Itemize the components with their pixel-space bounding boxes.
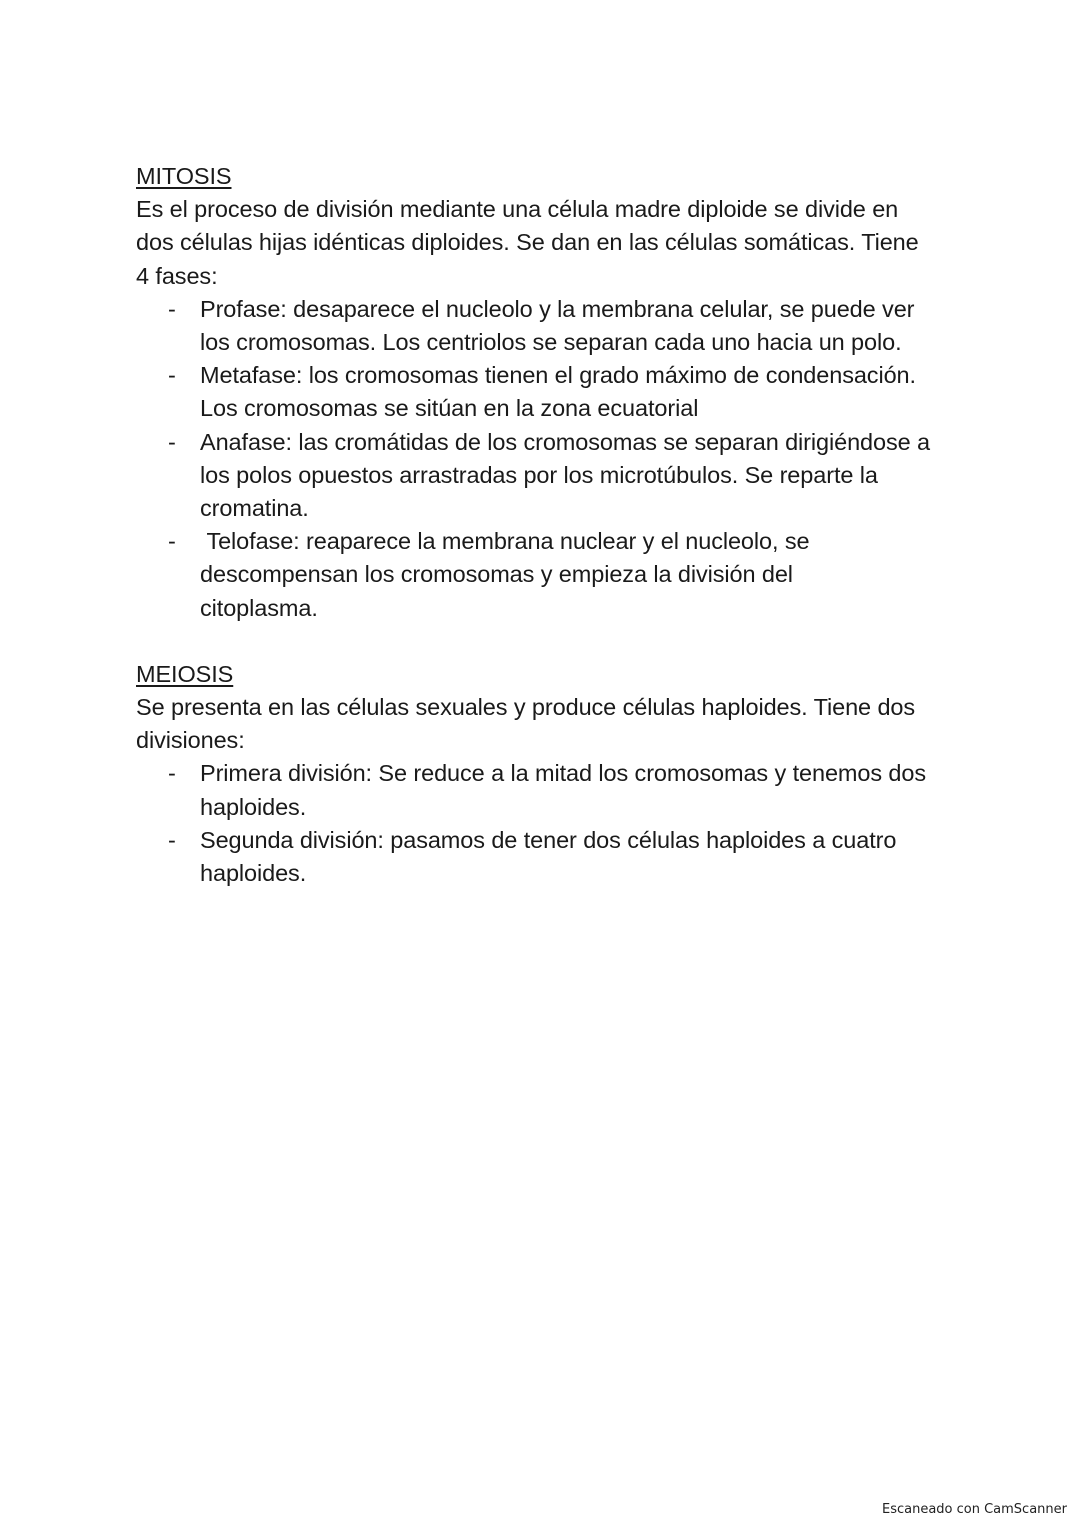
dash-bullet: - [168, 760, 176, 787]
dash-bullet: - [168, 295, 176, 322]
section-mitosis [136, 160, 956, 625]
list-item-profase [136, 293, 945, 359]
list-item-text: Telofase: reaparece la membrana nuclear y el nucleolo, se descompensan los cromosomas y empieza la división del citoplasma. [200, 528, 816, 621]
division-list [136, 757, 956, 890]
dash-bullet: - [168, 826, 176, 853]
dash-bullet: - [168, 428, 176, 455]
section-title: MITOSIS [136, 163, 232, 189]
scanner-watermark: Escaneado con CamScanner [881, 1502, 1067, 1517]
list-item-anafase [136, 426, 960, 526]
section-spacer [136, 625, 956, 658]
list-item-primera-division [136, 757, 945, 823]
section-meiosis [136, 658, 956, 890]
list-item-metafase [136, 359, 920, 425]
section-intro: Es el proceso de división mediante una célula madre diploide se divide en dos células hijas idénticas diploides. Se dan en las células somáticas. Tiene 4 fases: [136, 196, 919, 289]
list-item-segunda-division [136, 824, 900, 890]
list-item-text: Anafase: las cromátidas de los cromosomas se separan dirigiéndose a los polos opuestos arrastradas por los microtúbulos. Se reparte la cromatina. [200, 428, 937, 522]
dash-bullet: - [168, 528, 176, 555]
section-intro: Se presenta en las células sexuales y produce células haploides. Tiene dos divisiones: [136, 694, 916, 754]
list-item-text: Segunda división: pasamos de tener dos células haploides a cuatro haploides. [200, 826, 897, 887]
list-item-text: Profase: desaparece el nucleolo y la membrana celular, se puede ver los cromosomas. Los centriolos se separan cada uno hacia un polo. [200, 295, 915, 356]
list-item-telofase [136, 525, 890, 625]
dash-bullet: - [168, 362, 176, 389]
document-page [136, 160, 956, 890]
section-title: MEIOSIS [136, 660, 234, 687]
phase-list [136, 293, 956, 625]
list-item-text: Metafase: los cromosomas tienen el grado máximo de condensación. Los cromosomas se sitúan en la zona ecuatorial [200, 362, 916, 422]
list-item-text: Primera división: Se reduce a la mitad los cromosomas y tenemos dos haploides. [200, 760, 927, 820]
